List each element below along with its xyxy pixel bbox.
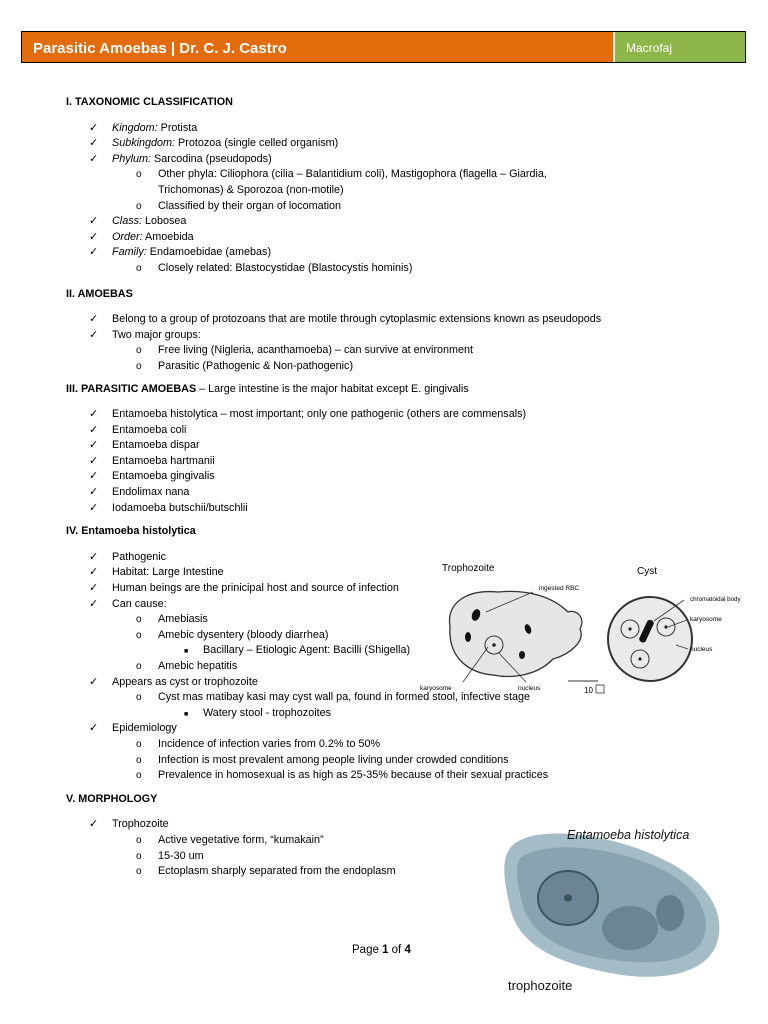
check-icon: ✓ — [89, 408, 99, 421]
bullet-icon: o — [136, 770, 142, 782]
bullet-icon: o — [136, 754, 142, 766]
list-item: ✓ Habitat: Large Intestine — [66, 565, 586, 581]
bullet-icon: o — [136, 345, 142, 357]
bullet-icon: o — [136, 834, 142, 846]
check-icon: ✓ — [89, 501, 99, 514]
list-item: ✓ Can cause: — [66, 597, 586, 613]
list-subitem: o Active vegetative form, “kumakain” — [66, 833, 586, 849]
square-bullet-icon: ■ — [184, 648, 189, 656]
bullet-icon: o — [136, 629, 142, 641]
list-subitem: o Amebic dysentery (bloody diarrhea) — [66, 628, 586, 644]
chromatoidal-body-label: chromatoidal body — [690, 596, 741, 603]
bullet-icon: o — [136, 738, 142, 750]
section-heading: II. AMOEBAS — [66, 287, 133, 300]
check-icon: ✓ — [89, 439, 99, 452]
check-icon: ✓ — [89, 230, 99, 243]
cyst-karyosome-label: karyosome — [690, 616, 722, 623]
document-title: Parasitic Amoebas | Dr. C. J. Castro — [22, 32, 613, 62]
trophozoite-drawing — [450, 591, 582, 682]
cyst-nucleus-label: nucleus — [690, 646, 713, 653]
check-icon: ✓ — [89, 566, 99, 579]
check-icon: ✓ — [89, 152, 99, 165]
document-header — [21, 31, 746, 63]
list-subitem: o Parasitic (Pathogenic & Non-pathogenic) — [66, 359, 586, 375]
list-subitem: o Prevalence in homosexual is as high as 25-35% because of their sexual practices — [66, 768, 586, 784]
list-item: ✓ Endolimax nana — [66, 485, 586, 501]
bullet-icon: o — [136, 850, 142, 862]
list-item: ✓ Phylum: Sarcodina (pseudopods) — [66, 152, 586, 168]
list-subitem: o Amebiasis — [66, 612, 586, 628]
amoeba-diagram — [418, 557, 758, 697]
check-icon: ✓ — [89, 454, 99, 467]
list-subitem: o Cyst mas matibay kasi may cyst wall pa, found in formed stool, infective stage — [66, 690, 586, 706]
ingested-rbc-label: ingested RBC — [539, 585, 580, 592]
list-subitem: o 15-30 um — [66, 849, 586, 865]
check-icon: ✓ — [89, 121, 99, 134]
check-icon: ✓ — [89, 215, 99, 228]
bullet-icon: o — [136, 200, 142, 212]
list-item: ✓ Trophozoite — [66, 817, 586, 833]
list-item: ✓ Family: Endamoebidae (amebas) — [66, 245, 586, 261]
list-subitem: o Free living (Nigleria, acanthamoeba) – can survive at environment — [66, 343, 586, 359]
trophozoite-micrograph — [500, 823, 740, 998]
bullet-icon: o — [136, 614, 142, 626]
list-item: ✓ Epidemiology — [66, 721, 586, 737]
list-subitem: o Infection is most prevalent among people living under crowded conditions — [66, 753, 586, 769]
nucleus-label: nucleus — [518, 685, 541, 692]
check-icon: ✓ — [89, 722, 99, 735]
micrograph-title: Entamoeba histolytica — [567, 828, 690, 842]
list-item: ✓ Appears as cyst or trophozoite — [66, 675, 586, 691]
check-icon: ✓ — [89, 818, 99, 831]
bullet-icon: o — [136, 661, 142, 672]
list-item: ✓ Pathogenic — [66, 550, 586, 566]
check-icon: ✓ — [89, 137, 99, 150]
bullet-icon: o — [136, 360, 142, 372]
list-item: ✓ Entamoeba gingivalis — [66, 469, 586, 485]
cyst-drawing — [608, 597, 692, 681]
check-icon: ✓ — [89, 470, 99, 483]
trophozoite-title: Trophozoite — [442, 563, 495, 574]
karyosome-label: karyosome — [420, 685, 452, 692]
list-item: ✓ Human beings are the prinicipal host and source of infection — [66, 581, 586, 597]
list-subitem: o Classified by their organ of locomation — [66, 199, 586, 215]
list-item: ✓ Entamoeba hartmanii — [66, 454, 586, 470]
list-item: ✓ Belong to a group of protozoans that are motile through cytoplasmic extensions known as pseudopods — [66, 312, 586, 328]
check-icon: ✓ — [89, 313, 99, 326]
cyst-title: Cyst — [637, 566, 657, 577]
list-subitem: o Closely related: Blastocystidae (Blastocystis hominis) — [66, 261, 586, 277]
section-heading: III. PARASITIC AMOEBAS – Large intestine is the major habitat except E. gingivalis — [66, 382, 469, 395]
bullet-icon: o — [136, 262, 142, 274]
page-number: Page 1 of 4 — [352, 944, 411, 956]
list-item: ✓ Entamoeba dispar — [66, 438, 586, 454]
unit-icon — [596, 685, 604, 693]
bullet-icon: o — [136, 169, 142, 181]
author-tag: Macrofaj — [613, 32, 745, 62]
check-icon: ✓ — [89, 582, 99, 595]
list-subsubitem: ■ Bacillary – Etiologic Agent: Bacilli (Shigella) — [66, 643, 586, 659]
section-heading: V. MORPHOLOGY — [66, 792, 158, 805]
check-icon: ✓ — [89, 328, 99, 341]
section-heading: I. TAXONOMIC CLASSIFICATION — [66, 96, 233, 108]
bullet-icon: o — [136, 692, 142, 704]
list-subitem: o Amebic hepatitis — [66, 659, 586, 675]
check-icon: ✓ — [89, 550, 99, 563]
list-subitem: o Incidence of infection varies from 0.2% to 50% — [66, 737, 586, 753]
check-icon: ✓ — [89, 486, 99, 499]
list-item: ✓ Two major groups: — [66, 328, 586, 344]
section-heading: IV. Entamoeba histolytica — [66, 525, 196, 538]
list-subitem: o Other phyla: Ciliophora (cilia – Balantidium coli), Mastigophora (flagella – Giardia, Trichomonas) & Sporozoa (non-motile) — [136, 168, 547, 196]
check-icon: ✓ — [89, 597, 99, 610]
check-icon: ✓ — [89, 246, 99, 259]
bullet-icon: o — [136, 866, 142, 878]
scale-bar-label: 10 — [584, 686, 593, 695]
list-item: ✓ Entamoeba coli — [66, 423, 586, 439]
list-subsubitem: ■ Watery stool - trophozoites — [66, 706, 586, 722]
list-item: ✓ Kingdom: Protista — [66, 121, 586, 137]
list-item: ✓ Class: Lobosea — [66, 214, 586, 230]
list-item: ✓ Iodamoeba butschii/butschlii — [66, 501, 586, 517]
check-icon: ✓ — [89, 423, 99, 436]
list-item: ✓ Subkingdom: Protozoa (single celled organism) — [66, 136, 586, 152]
list-item: ✓ Entamoeba histolytica – most important; only one pathogenic (others are commensals) — [66, 407, 586, 423]
check-icon: ✓ — [89, 675, 99, 688]
square-bullet-icon: ■ — [184, 710, 189, 718]
list-item: ✓ Order: Amoebida — [66, 230, 586, 246]
micrograph-caption: trophozoite — [508, 978, 573, 993]
list-subitem: o Ectoplasm sharply separated from the endoplasm — [66, 864, 586, 880]
